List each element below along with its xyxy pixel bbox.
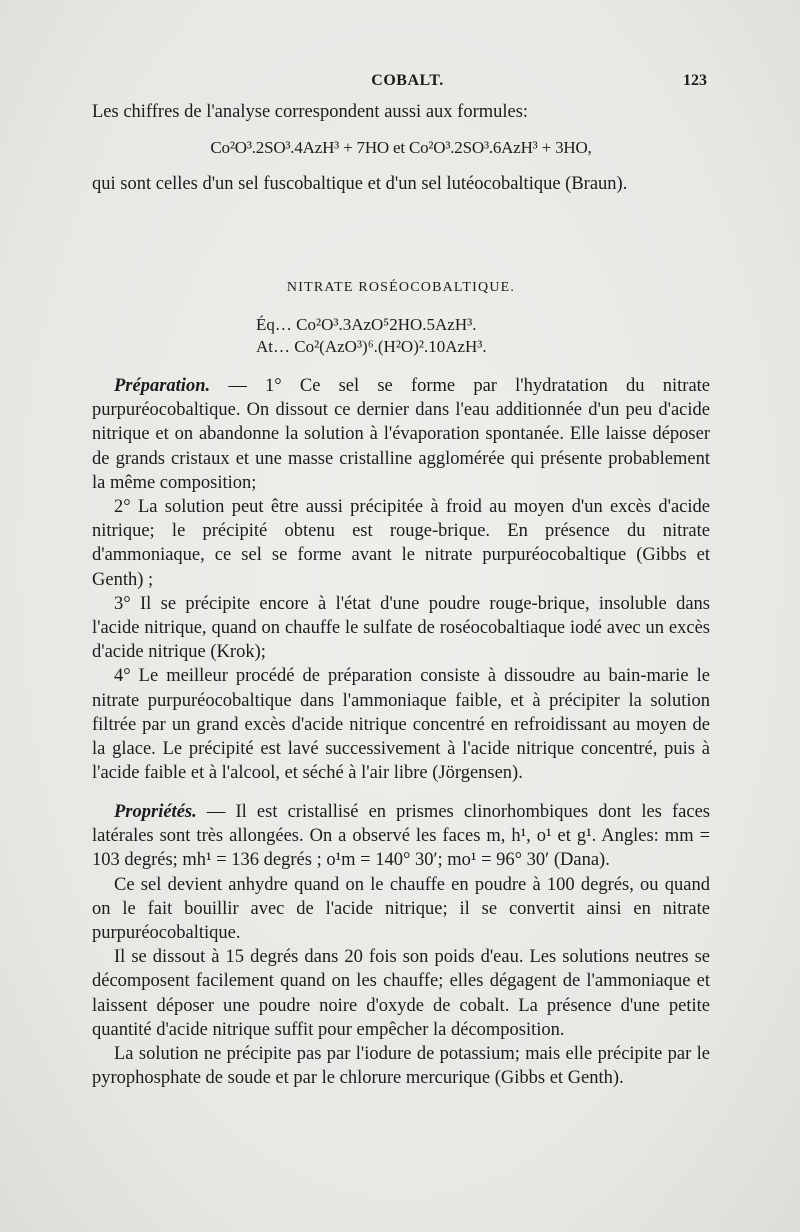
- running-head: [100, 72, 715, 96]
- properties-paragraph-2: Ce sel devient anhydre quand on le chauffe en poudre à 100 degrés, ou quand on le fait bouillir avec de l'acide nitrique; il se convertit ainsi en nitrate purpuréocobaltique.: [92, 874, 710, 944]
- section-block: [92, 276, 710, 358]
- intro-line: Les chiffres de l'analyse correspondent aussi aux formules:: [92, 102, 529, 122]
- equivalent-formula: Éq… Co²O³.3AzO⁵2HO.5AzH³.: [256, 315, 477, 335]
- properties-heading: Propriétés.: [114, 802, 197, 822]
- preparation-block: [92, 374, 710, 785]
- preparation-paragraph-3: 3° Il se précipite encore à l'état d'une poudre rouge-brique, insoluble dans l'acide nitrique, quand on chauffe le sulfate de roséocobaltiaque iodé avec un excès d'acide nitrique (Krok);: [92, 593, 710, 663]
- preparation-paragraph-4: 4° Le meilleur procédé de préparation consiste à dissoudre au bain-marie le nitrate purpuréocobaltique dans l'ammoniaque faible, et à précipiter la solution filtrée par un grand excès d'acide nitrique concentré en refroidissant au moyen de la glace. Le précipité est lavé successivement à l'acide nitrique concentré, puis à l'acide faible et à l'alcool, et séché à l'air libre (Jörgensen).: [92, 666, 710, 784]
- atomic-formula: At… Co²(AzO³)⁶.(H²O)².10AzH³.: [256, 337, 487, 357]
- running-title: COBALT.: [371, 72, 444, 89]
- preparation-paragraph-2: 2° La solution peut être aussi précipitée à froid au moyen d'un excès d'acide nitrique; le précipité obtenu est rouge-brique. En présence du nitrate d'ammoniaque, ce sel se forme avant le nitrate purpuréocobaltique (Gibbs et Genth) ;: [92, 497, 710, 590]
- properties-paragraph-3: Il se dissout à 15 degrés dans 20 fois son poids d'eau. Les solutions neutres se décomposent facilement quand on les chauffe; elles dégagent de l'ammoniaque et laissent déposer une poudre noire d'oxyde de cobalt. La présence d'une petite quantité d'acide nitrique suffit pour empêcher la décomposition.: [92, 947, 710, 1040]
- intro-block: [92, 100, 710, 197]
- properties-block: [92, 800, 710, 1090]
- preparation-paragraph-1: [92, 374, 710, 495]
- preparation-text-1: — 1° Ce sel se forme par l'hydratation du nitrate purpuréocobaltique. On dissout ce dernier dans l'eau additionnée d'un peu d'acide nitrique et on abandonne la solution à l'évaporation spontanée. Elle laisse déposer de grands cristaux et une masse cristalline agglomérée qui présente probablement la même composition;: [92, 376, 711, 493]
- formula-line: Co²O³.2SO³.4AzH³ + 7HO et Co²O³.2SO³.6AzH³ + 3HO,: [210, 138, 592, 158]
- properties-paragraph-4: La solution ne précipite pas par l'iodure de potassium; mais elle précipite par le pyrophosphate de soude et par le chlorure mercurique (Gibbs et Genth).: [92, 1044, 710, 1089]
- section-title: NITRATE ROSÉOCOBALTIQUE.: [286, 280, 516, 295]
- properties-paragraph-1: [92, 800, 710, 873]
- properties-text-1: — Il est cristallisé en prismes clinorhombiques dont les faces latérales sont très allongées. On a observé les faces m, h¹, o¹ et g¹. Angles: mm = 103 degrés; mh¹ = 136 degrés ; o¹m = 140° 30′; mo¹ = 96° 30′ (Dana).: [92, 802, 710, 871]
- intro-conclusion: qui sont celles d'un sel fuscobaltique et d'un sel lutéocobaltique (Braun).: [92, 174, 628, 195]
- preparation-heading: Préparation.: [114, 376, 211, 396]
- page-number: 123: [683, 72, 707, 89]
